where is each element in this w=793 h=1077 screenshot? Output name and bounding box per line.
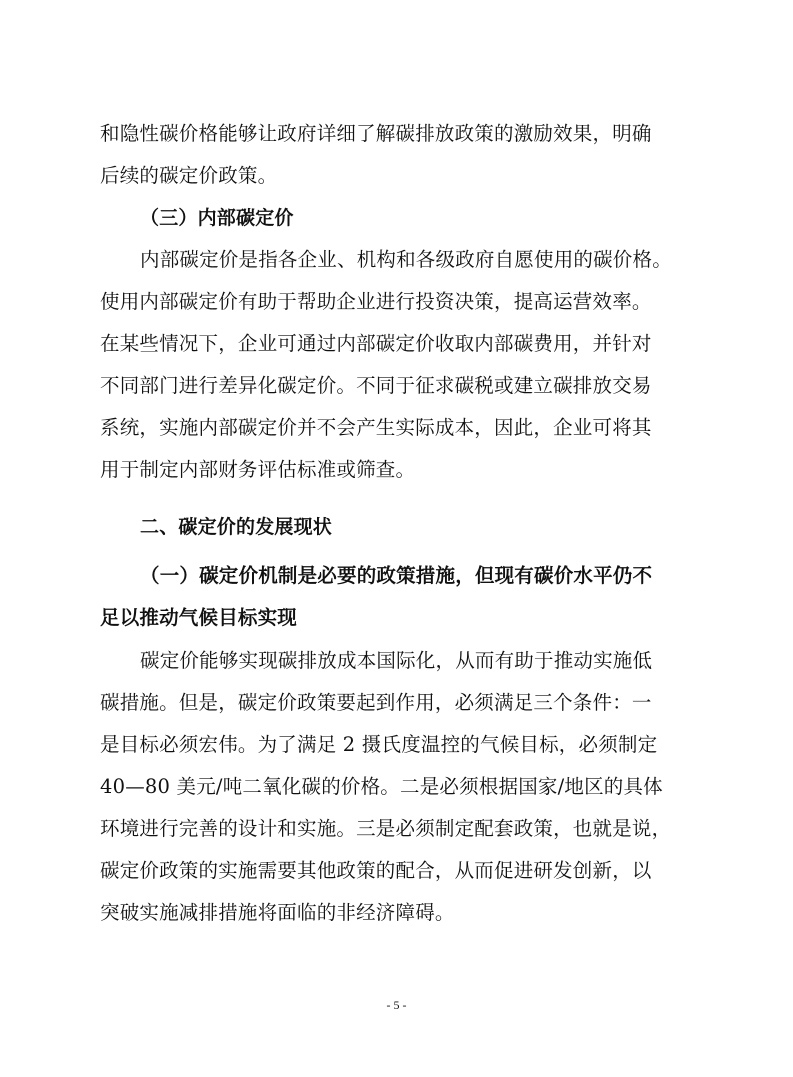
paragraph-3-line-6: 碳定价政策的实施需要其他政策的配合，从而促进研发创新，以 — [100, 859, 652, 882]
subheading-internal-carbon-pricing: （三）内部碳定价 — [140, 207, 294, 229]
page-number: - 5 - — [386, 998, 407, 1012]
subheading-1-line-2: 足以推动气候目标实现 — [100, 606, 298, 629]
paragraph-2-line-3: 在某些情况下，企业可通过内部碳定价收取内部碳费用，并针对 — [100, 332, 652, 355]
paragraph-2-line-2: 使用内部碳定价有助于帮助企业进行投资决策，提高运营效率。 — [100, 290, 652, 313]
paragraph-3-line-4: 40—80 美元/吨二氧化碳的价格。二是必须根据国家/地区的具体 — [100, 775, 663, 798]
paragraph-2-line-5: 系统，实施内部碳定价并不会产生实际成本，因此，企业可将其 — [100, 416, 652, 439]
paragraph-3-line-3: 是目标必须宏伟。为了满足 2 摄氏度温控的气候目标，必须制定 — [100, 733, 658, 756]
paragraph-1-line-1: 和隐性碳价格能够让政府详细了解碳排放政策的激励效果，明确 — [100, 122, 652, 145]
paragraph-3-line-1: 碳定价能够实现碳排放成本国际化，从而有助于推动实施低 — [140, 649, 653, 672]
paragraph-2-line-6: 用于制定内部财务评估标准或筛查。 — [100, 458, 416, 481]
paragraph-1-line-2: 后续的碳定价政策。 — [100, 164, 278, 187]
paragraph-2-line-4: 不同部门进行差异化碳定价。不同于征求碳税或建立碳排放交易 — [100, 374, 652, 397]
paragraph-2-line-1: 内部碳定价是指各企业、机构和各级政府自愿使用的碳价格。 — [140, 248, 672, 271]
paragraph-3-line-7: 突破实施减排措施将面临的非经济障碍。 — [100, 901, 455, 924]
section-heading-development-status: 二、碳定价的发展现状 — [140, 516, 333, 538]
paragraph-3-line-5: 环境进行完善的设计和实施。三是必须制定配套政策，也就是说， — [100, 817, 672, 840]
subheading-1-line-1: （一）碳定价机制是必要的政策措施，但现有碳价水平仍不 — [140, 564, 653, 587]
paragraph-3-line-2: 碳措施。但是，碳定价政策要起到作用，必须满足三个条件：一 — [100, 691, 652, 714]
